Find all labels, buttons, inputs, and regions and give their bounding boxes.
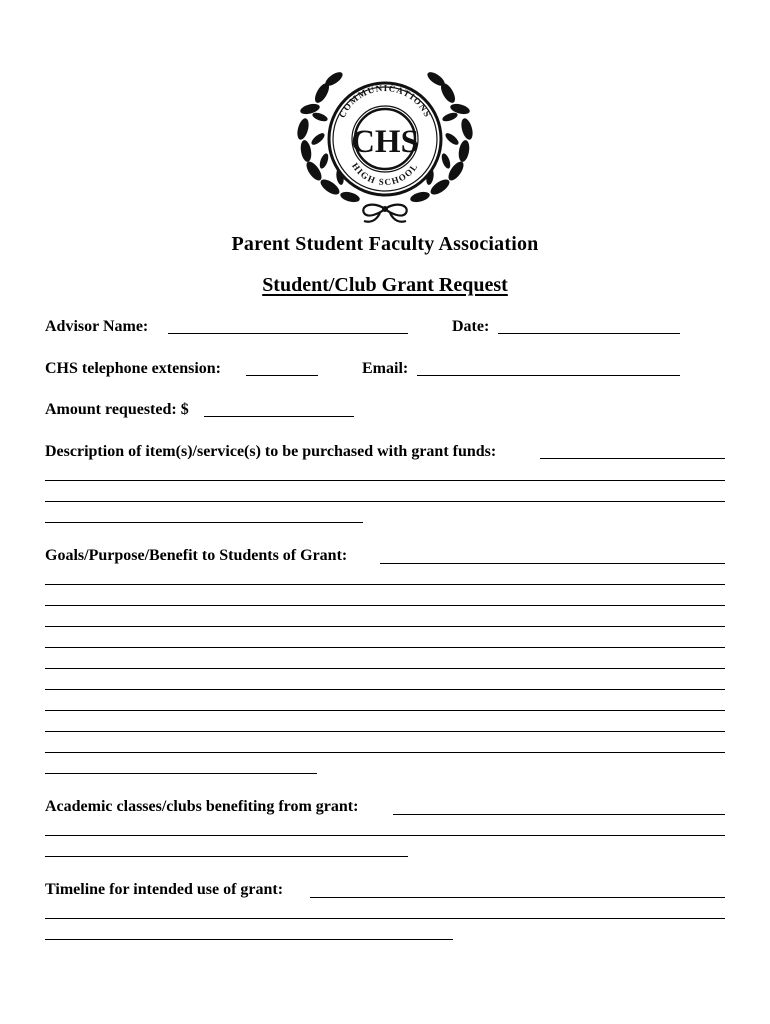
timeline-line[interactable] bbox=[45, 939, 453, 940]
advisor-name-label: Advisor Name: bbox=[45, 318, 149, 335]
organization-title: Parent Student Faculty Association bbox=[231, 233, 539, 255]
goals-line[interactable] bbox=[45, 584, 725, 585]
goals-field[interactable] bbox=[380, 563, 725, 564]
goals-line[interactable] bbox=[45, 605, 725, 606]
chs-logo bbox=[294, 63, 476, 223]
academic-classes-field[interactable] bbox=[393, 814, 725, 815]
date-label: Date: bbox=[452, 318, 490, 335]
goals-line[interactable] bbox=[45, 773, 317, 774]
amount-requested-label: Amount requested: $ bbox=[45, 401, 189, 418]
goals-line[interactable] bbox=[45, 647, 725, 648]
advisor-name-field[interactable] bbox=[168, 333, 408, 334]
goals-line[interactable] bbox=[45, 731, 725, 732]
form-title: Student/Club Grant Request bbox=[262, 274, 508, 296]
date-field[interactable] bbox=[498, 333, 680, 334]
timeline-line[interactable] bbox=[45, 918, 725, 919]
academic-classes-line[interactable] bbox=[45, 856, 408, 857]
email-label: Email: bbox=[362, 360, 409, 377]
description-field[interactable] bbox=[540, 458, 725, 459]
goals-line[interactable] bbox=[45, 626, 725, 627]
laurel-wreath-icon bbox=[294, 63, 476, 223]
telephone-extension-field[interactable] bbox=[246, 375, 318, 376]
email-field[interactable] bbox=[417, 375, 680, 376]
svg-text:COMMUNICATIONS: COMMUNICATIONS bbox=[336, 82, 434, 120]
amount-requested-field[interactable] bbox=[204, 416, 354, 417]
goals-line[interactable] bbox=[45, 668, 725, 669]
goals-line[interactable] bbox=[45, 752, 725, 753]
timeline-field[interactable] bbox=[310, 897, 725, 898]
description-line[interactable] bbox=[45, 480, 725, 481]
svg-text:CHS: CHS bbox=[351, 124, 419, 160]
timeline-label: Timeline for intended use of grant: bbox=[45, 881, 284, 898]
goals-label: Goals/Purpose/Benefit to Students of Grant: bbox=[45, 547, 348, 564]
description-line[interactable] bbox=[45, 501, 725, 502]
goals-line[interactable] bbox=[45, 710, 725, 711]
description-label: Description of item(s)/service(s) to be purchased with grant funds: bbox=[45, 443, 497, 460]
svg-text:HIGH SCHOOL: HIGH SCHOOL bbox=[349, 160, 421, 188]
academic-classes-label: Academic classes/clubs benefiting from grant: bbox=[45, 798, 359, 815]
description-line[interactable] bbox=[45, 522, 363, 523]
academic-classes-line[interactable] bbox=[45, 835, 725, 836]
goals-line[interactable] bbox=[45, 689, 725, 690]
telephone-extension-label: CHS telephone extension: bbox=[45, 360, 221, 377]
